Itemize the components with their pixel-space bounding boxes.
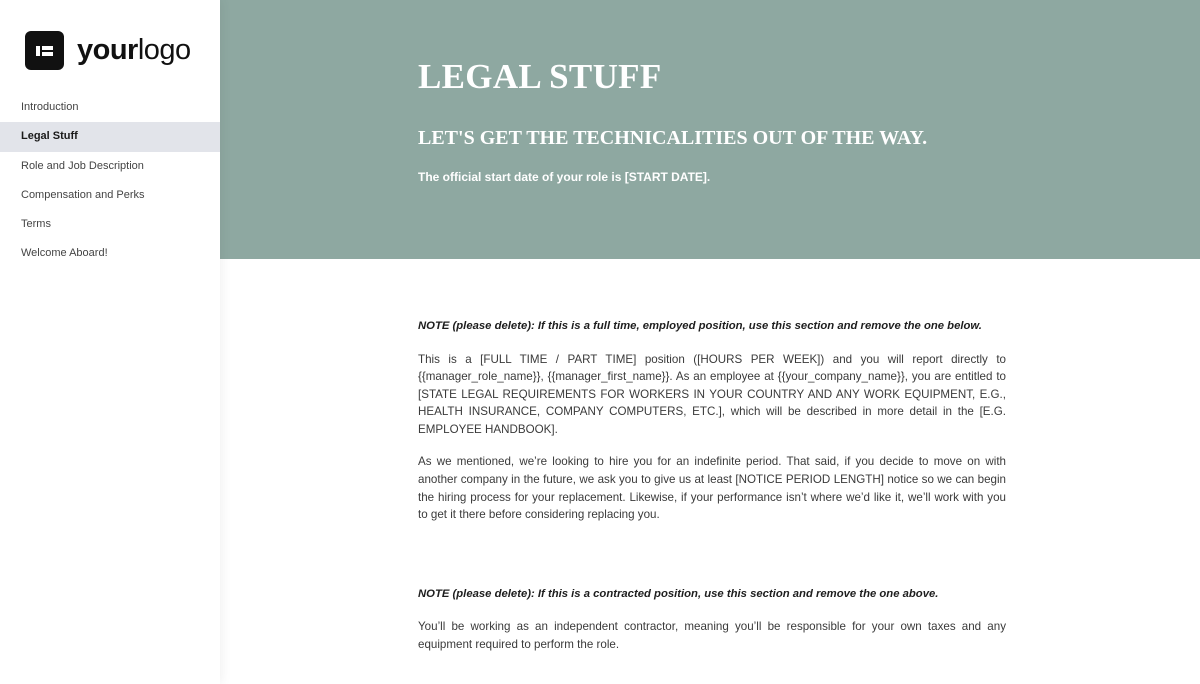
- logo-icon: [25, 31, 64, 70]
- sidebar: [0, 0, 220, 684]
- sidebar-item-legal-stuff[interactable]: Legal Stuff: [0, 122, 220, 151]
- spacer: [418, 524, 1006, 586]
- paragraph-position: This is a [FULL TIME / PART TIME] position ([HOURS PER WEEK]) and you will report directly to {{manager_role_name}}, {{manager_first_name}}. As an employee at {{your_company_name}}, you are entitled to [STATE LEGAL REQUIREMENTS FOR WORKERS IN YOUR COUNTRY AND ANY WORK EQUIPMENT, E.G., HEALTH INSURANCE, COMPANY COMPUTERS, ETC.], which will be described in more detail in the [E.G. EMPLOYEE HANDBOOK].: [418, 352, 1006, 436]
- start-date-text: The official start date of your role is [START DATE].: [418, 170, 711, 184]
- note-contracted: NOTE (please delete): If this is a contracted position, use this section and remove the one above.: [418, 587, 939, 600]
- sidebar-item-role-and-job-description[interactable]: Role and Job Description: [21, 159, 144, 172]
- sidebar-item-welcome-aboard[interactable]: Welcome Aboard!: [21, 247, 108, 260]
- sidebar-item-compensation-and-perks[interactable]: Compensation and Perks: [21, 188, 145, 201]
- sidebar-item-terms[interactable]: Terms: [21, 218, 51, 231]
- sidebar-nav: [0, 93, 220, 269]
- paragraph-indefinite-period: As we mentioned, we’re looking to hire you for an indefinite period. That said, if you decide to move on with another company in the future, we ask you to give us at least [NOTICE PERIOD LENGTH] notice so we can begin the hiring process for your replacement. Likewise, if your performance isn’t where we’d like it, we’ll work with you to get it there before considering replacing you.: [418, 455, 1006, 522]
- logo[interactable]: [25, 31, 191, 70]
- paragraph-contractor: You’ll be working as an independent contractor, meaning you’ll be responsible for your own taxes and any equipment required to perform the role.: [418, 620, 1006, 651]
- note-full-time: NOTE (please delete): If this is a full time, employed position, use this section and remove the one below.: [418, 320, 982, 332]
- page-title: LEGAL STUFF: [418, 57, 662, 96]
- logo-text: yourlogo: [77, 34, 191, 66]
- page-subtitle: LET'S GET THE TECHNICALITIES OUT OF THE WAY.: [418, 127, 928, 149]
- document-content: [418, 318, 1006, 654]
- hero-banner: [220, 0, 1200, 259]
- sidebar-item-introduction[interactable]: Introduction: [21, 101, 79, 113]
